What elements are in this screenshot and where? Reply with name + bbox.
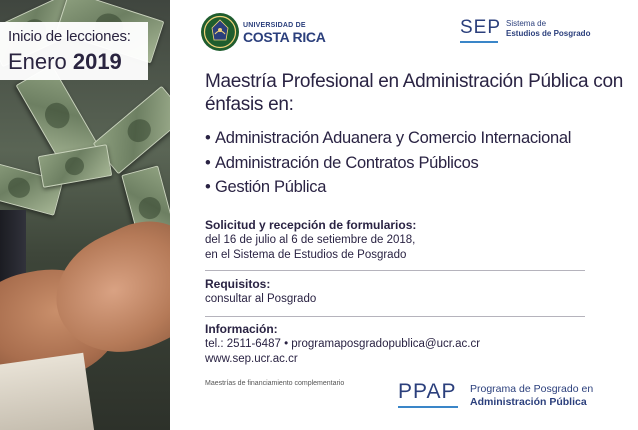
ppap-underline [398,406,458,408]
sep-underline [460,41,498,43]
sep-logo-line2: Estudios de Posgrado [506,29,591,38]
emphasis-item [205,175,635,200]
contact-line: tel.: 2511-6487 • programaposgradopublica@ucr.ac.cr [205,338,481,350]
ucr-logo-line1: UNIVERSIDAD DE [243,22,306,29]
banknote-image [38,144,112,188]
application-title: Solicitud y recepción de formularios: [205,218,417,232]
emphasis-label: Administración Aduanera y Comercio Internacional [215,129,572,147]
ucr-seal-icon [200,12,240,52]
financing-note: Maestrías de financiamiento complementario [205,380,345,387]
ucr-logo-line2: COSTA RICA [243,29,326,45]
emphasis-item [205,126,635,151]
bullet-icon: • [205,153,211,172]
ppap-logo [398,380,633,416]
information-section [205,322,585,367]
requirements-text: consultar al Posgrado [205,293,317,305]
ppap-logo-mark: PPAP [398,380,457,403]
start-year: 2019 [72,49,122,74]
emphasis-label: Gestión Pública [215,178,327,196]
ucr-logo [200,12,326,54]
ppap-logo-line1: Programa de Posgrado en [470,383,594,395]
handshake-money-photo [0,0,170,430]
divider [205,316,585,317]
start-month: Enero [8,49,67,74]
sep-logo [460,17,620,47]
divider [205,270,585,271]
application-dates: del 16 de julio al 6 de setiembre de 2018, [205,234,416,246]
start-date [8,48,148,76]
sep-logo-mark: SEP [460,17,502,38]
handshake-image [0,210,170,430]
website-line: www.sep.ucr.ac.cr [205,353,298,365]
emphasis-label: Administración de Contratos Públicos [215,153,479,172]
bullet-icon: • [205,178,211,196]
start-label: Inicio de lecciones: [8,28,131,45]
light-sleeve-shape [0,353,96,430]
requirements-section [205,277,585,307]
emphasis-list [205,126,635,200]
information-title: Información: [205,322,278,336]
application-section [205,218,585,263]
program-title: Maestría Profesional en Administración Pública con énfasis en: [205,71,624,115]
requirements-title: Requisitos: [205,277,271,291]
start-date-box [0,22,148,80]
application-place: en el Sistema de Estudios de Posgrado [205,249,407,261]
sep-logo-line1: Sistema de [506,19,547,28]
bullet-icon: • [205,129,211,147]
ppap-logo-line2: Administración Pública [470,396,587,408]
emphasis-item [205,151,635,176]
